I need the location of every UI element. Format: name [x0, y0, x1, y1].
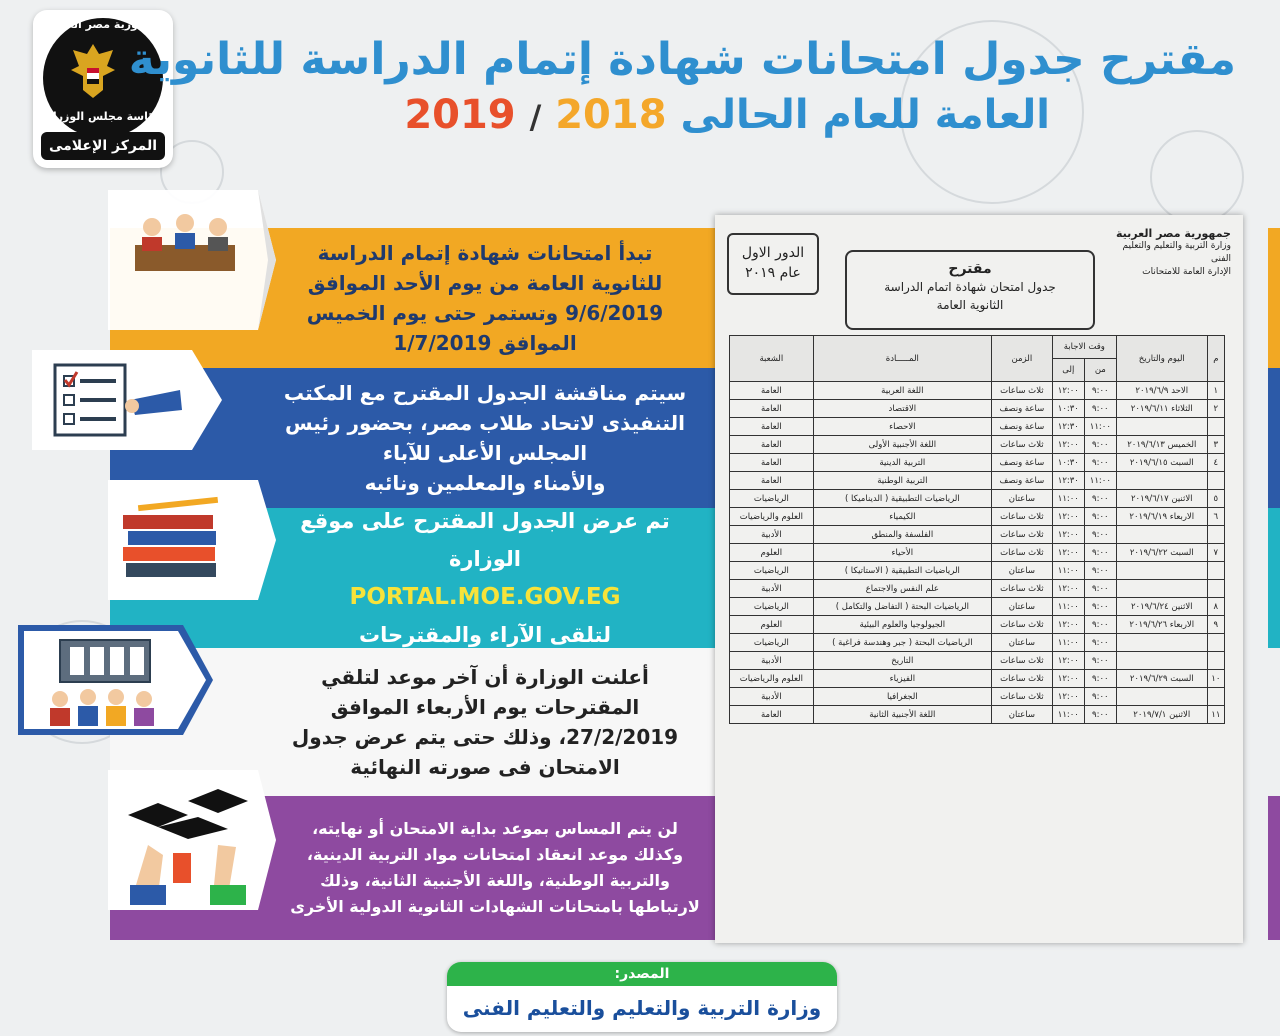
- doc-ministry-header: [1111, 227, 1231, 279]
- audience-icon: [40, 635, 170, 730]
- title-separator: /: [529, 98, 542, 136]
- col-header-duration: الزمن: [991, 336, 1052, 382]
- cell-duration: ساعتان: [991, 490, 1052, 508]
- cell-day: السبت ٢٠١٩/٦/٢٩: [1116, 670, 1207, 688]
- cell-branch: العامة: [730, 400, 814, 418]
- cell-index: ٢: [1207, 400, 1224, 418]
- cell-branch: العامة: [730, 382, 814, 400]
- cell-from: ٩:٠٠: [1084, 652, 1116, 670]
- cell-from: ٩:٠٠: [1084, 436, 1116, 454]
- cell-day: [1116, 526, 1207, 544]
- section-2-line-4: والأمناء والمعلمين ونائبه: [364, 471, 606, 495]
- cell-duration: ثلاث ساعات: [991, 652, 1052, 670]
- cell-duration: ثلاث ساعات: [991, 544, 1052, 562]
- cell-index: ٧: [1207, 544, 1224, 562]
- table-row: [730, 508, 1225, 526]
- cell-to: ١٢:٠٠: [1052, 670, 1084, 688]
- doc-header-line-1: جمهورية مصر العربية: [1116, 227, 1231, 240]
- cell-day: [1116, 652, 1207, 670]
- cell-duration: ساعتان: [991, 706, 1052, 724]
- section-4-line-3: 27/2/2019، وذلك حتى يتم عرض جدول: [291, 725, 679, 749]
- page-title-line2: [404, 92, 1050, 138]
- cell-index: ٩: [1207, 616, 1224, 634]
- cell-index: ١١: [1207, 706, 1224, 724]
- cell-duration: ثلاث ساعات: [991, 670, 1052, 688]
- cell-from: ٩:٠٠: [1084, 706, 1116, 724]
- cell-from: ٩:٠٠: [1084, 616, 1116, 634]
- section-4-line-4: الامتحان فى صورته النهائية: [350, 755, 620, 779]
- cell-to: ١١:٠٠: [1052, 562, 1084, 580]
- cell-day: [1116, 562, 1207, 580]
- cell-to: ١٢:٠٠: [1052, 526, 1084, 544]
- cell-from: ٩:٠٠: [1084, 400, 1116, 418]
- source-value: وزارة التربية والتعليم والتعليم الفنى: [462, 996, 822, 1020]
- col-header-from: من: [1084, 359, 1116, 382]
- cell-duration: ثلاث ساعات: [991, 580, 1052, 598]
- cell-branch: الأدبية: [730, 688, 814, 706]
- table-row: [730, 580, 1225, 598]
- title-year-2018: 2018: [555, 92, 667, 138]
- table-row: [730, 490, 1225, 508]
- cell-branch: الرياضيات: [730, 490, 814, 508]
- cell-subject: الرياضيات التطبيقية ( الديناميكا ): [813, 490, 991, 508]
- cell-from: ١١:٠٠: [1084, 418, 1116, 436]
- table-row: [730, 562, 1225, 580]
- cell-from: ٩:٠٠: [1084, 634, 1116, 652]
- section-5-line-4: لارتباطها بامتحانات الشهادات الثانوية الدولية الأخرى: [290, 897, 700, 916]
- cell-branch: العامة: [730, 472, 814, 490]
- cell-branch: الأدبية: [730, 580, 814, 598]
- section-2-line-2: التنفيذى لاتحاد طلاب مصر، بحضور رئيس: [285, 411, 685, 435]
- right-strip-blue: [1268, 368, 1280, 508]
- table-row: [730, 634, 1225, 652]
- cell-duration: ساعة ونصف: [991, 472, 1052, 490]
- doc-title-box: [845, 250, 1095, 330]
- cell-to: ١٢:٠٠: [1052, 544, 1084, 562]
- cell-branch: العلوم والرياضيات: [730, 508, 814, 526]
- cell-index: [1207, 526, 1224, 544]
- checklist-icon: [50, 360, 190, 440]
- cell-index: [1207, 562, 1224, 580]
- cell-day: الاثنين ٢٠١٩/٦/٢٤: [1116, 598, 1207, 616]
- cell-subject: علم النفس والاجتماع: [813, 580, 991, 598]
- cell-branch: الأدبية: [730, 652, 814, 670]
- col-header-to: إلى: [1052, 359, 1084, 382]
- cell-subject: الجغرافيا: [813, 688, 991, 706]
- cell-from: ٩:٠٠: [1084, 670, 1116, 688]
- cell-duration: ثلاث ساعات: [991, 382, 1052, 400]
- cell-day: [1116, 418, 1207, 436]
- cell-day: [1116, 688, 1207, 706]
- logo-band: المركز الإعلامى: [41, 132, 165, 160]
- cell-to: ١٠:٣٠: [1052, 400, 1084, 418]
- cell-to: ١١:٠٠: [1052, 706, 1084, 724]
- logo-ring-top: جمهورية مصر العربية: [45, 18, 161, 31]
- cell-from: ٩:٠٠: [1084, 526, 1116, 544]
- cell-subject: التاريخ: [813, 652, 991, 670]
- table-row: [730, 670, 1225, 688]
- cell-branch: الرياضيات: [730, 598, 814, 616]
- table-row: [730, 688, 1225, 706]
- logo-ring-bottom: رئاسة مجلس الوزراء: [47, 110, 159, 123]
- cell-branch: العامة: [730, 436, 814, 454]
- doc-year-label: عام ٢٠١٩: [745, 265, 801, 281]
- col-header-index: م: [1207, 336, 1224, 382]
- right-strip-orange: [1268, 228, 1280, 368]
- cell-subject: الرياضيات البحتة ( التفاضل والتكامل ): [813, 598, 991, 616]
- cell-from: ٩:٠٠: [1084, 580, 1116, 598]
- cell-from: ٩:٠٠: [1084, 454, 1116, 472]
- doc-title-1: مقترح: [948, 261, 992, 277]
- cell-branch: العلوم والرياضيات: [730, 670, 814, 688]
- cell-duration: ساعة ونصف: [991, 418, 1052, 436]
- cell-duration: ثلاث ساعات: [991, 526, 1052, 544]
- cell-duration: ثلاث ساعات: [991, 616, 1052, 634]
- cell-branch: العلوم: [730, 616, 814, 634]
- cell-branch: العامة: [730, 454, 814, 472]
- table-row: [730, 436, 1225, 454]
- cell-index: ٦: [1207, 508, 1224, 526]
- books-icon: [118, 495, 228, 580]
- section-1-line-3: 9/6/2019 وتستمر حتى يوم الخميس: [306, 301, 664, 325]
- cell-to: ١١:٠٠: [1052, 634, 1084, 652]
- section-1-line-1: تبدأ امتحانات شهادة إتمام الدراسة: [317, 241, 653, 265]
- cell-duration: ثلاث ساعات: [991, 436, 1052, 454]
- cell-index: ٣: [1207, 436, 1224, 454]
- table-row: [730, 472, 1225, 490]
- cell-subject: اللغة الأجنبية الأولى: [813, 436, 991, 454]
- cell-index: ١٠: [1207, 670, 1224, 688]
- table-row: [730, 526, 1225, 544]
- source-box: [447, 962, 837, 1032]
- cell-index: [1207, 634, 1224, 652]
- table-row: [730, 382, 1225, 400]
- cell-duration: ساعتان: [991, 598, 1052, 616]
- title-words: العامة للعام الحالى: [680, 92, 1050, 138]
- cell-from: ٩:٠٠: [1084, 598, 1116, 616]
- cell-index: [1207, 688, 1224, 706]
- cell-from: ٩:٠٠: [1084, 544, 1116, 562]
- section-5-line-1: لن يتم المساس بموعد بداية الامتحان أو نهايته،: [312, 819, 678, 838]
- cell-duration: ساعتان: [991, 562, 1052, 580]
- doc-round-box: [727, 233, 819, 295]
- page-title-line1: مقترح جدول امتحانات شهادة إتمام الدراسة للثانوية: [128, 34, 1236, 85]
- cell-from: ٩:٠٠: [1084, 382, 1116, 400]
- cell-day: السبت ٢٠١٩/٦/١٥: [1116, 454, 1207, 472]
- cell-to: ١٢:٠٠: [1052, 508, 1084, 526]
- section-2-line-1: سيتم مناقشة الجدول المقترح مع المكتب: [283, 381, 687, 405]
- cell-day: [1116, 634, 1207, 652]
- cell-day: الاربعاء ٢٠١٩/٦/٢٦: [1116, 616, 1207, 634]
- cell-from: ٩:٠٠: [1084, 562, 1116, 580]
- doc-title-2: جدول امتحان شهادة اتمام الدراسة: [884, 280, 1056, 294]
- cell-day: الاثنين ٢٠١٩/٧/١: [1116, 706, 1207, 724]
- cell-to: ١٢:٠٠: [1052, 616, 1084, 634]
- exam-schedule-table: [729, 335, 1225, 724]
- cell-from: ٩:٠٠: [1084, 508, 1116, 526]
- section-1-line-2: للثانوية العامة من يوم الأحد الموافق: [307, 271, 663, 295]
- cell-to: ١١:٠٠: [1052, 598, 1084, 616]
- col-header-time: وقت الاجابة: [1052, 336, 1116, 359]
- cell-subject: الرياضيات التطبيقية ( الاستاتيكا ): [813, 562, 991, 580]
- cell-index: [1207, 652, 1224, 670]
- table-row: [730, 616, 1225, 634]
- cell-subject: الاحصاء: [813, 418, 991, 436]
- cell-branch: العامة: [730, 418, 814, 436]
- col-header-subject: المـــــادة: [813, 336, 991, 382]
- cell-day: الخميس ٢٠١٩/٦/١٣: [1116, 436, 1207, 454]
- cell-subject: الاقتصاد: [813, 400, 991, 418]
- cell-from: ١١:٠٠: [1084, 472, 1116, 490]
- cell-duration: ثلاث ساعات: [991, 508, 1052, 526]
- source-label: المصدر:: [447, 962, 837, 986]
- cell-subject: الأحياء: [813, 544, 991, 562]
- cell-to: ١٢:٠٠: [1052, 580, 1084, 598]
- cell-to: ١٢:٣٠: [1052, 418, 1084, 436]
- cell-to: ١١:٠٠: [1052, 490, 1084, 508]
- cell-to: ١٢:٠٠: [1052, 688, 1084, 706]
- col-header-branch: الشعبة: [730, 336, 814, 382]
- cell-to: ١٢:٠٠: [1052, 652, 1084, 670]
- section-2-line-3: المجلس الأعلى للآباء: [382, 441, 588, 465]
- cell-subject: الرياضيات البحتة ( جبر وهندسة فراغية ): [813, 634, 991, 652]
- cell-day: [1116, 580, 1207, 598]
- section-3-line-3: لتلقى الآراء والمقترحات: [359, 623, 611, 647]
- section-5-line-3: والتربية الوطنية، واللغة الأجنبية الثانية، وذلك: [320, 871, 670, 890]
- table-row: [730, 400, 1225, 418]
- cell-day: الاثنين ٢٠١٩/٦/١٧: [1116, 490, 1207, 508]
- cell-day: الاربعاء ٢٠١٩/٦/١٩: [1116, 508, 1207, 526]
- doc-header-line-2: وزارة التربية والتعليم والتعليم الفنى: [1122, 241, 1231, 264]
- cell-branch: العامة: [730, 706, 814, 724]
- cell-from: ٩:٠٠: [1084, 490, 1116, 508]
- table-row: [730, 598, 1225, 616]
- section-3-line-1: تم عرض الجدول المقترح على موقع الوزارة: [300, 509, 670, 571]
- table-row: [730, 544, 1225, 562]
- cell-to: ١٠:٣٠: [1052, 454, 1084, 472]
- cell-day: السبت ٢٠١٩/٦/٢٢: [1116, 544, 1207, 562]
- doc-round-label: الدور الاول: [741, 245, 805, 261]
- cell-day: الثلاثاء ٢٠١٩/٦/١١: [1116, 400, 1207, 418]
- section-4-line-2: المقترحات يوم الأربعاء الموافق: [330, 695, 640, 719]
- cell-subject: الجيولوجيا والعلوم البيئية: [813, 616, 991, 634]
- graduation-caps-icon: [118, 775, 258, 905]
- cell-branch: الرياضيات: [730, 634, 814, 652]
- cell-index: [1207, 472, 1224, 490]
- cell-from: ٩:٠٠: [1084, 688, 1116, 706]
- title-year-2019: 2019: [404, 92, 516, 138]
- cell-duration: ساعة ونصف: [991, 400, 1052, 418]
- cell-to: ١٢:٠٠: [1052, 382, 1084, 400]
- table-row: [730, 454, 1225, 472]
- eagle-emblem-icon: [69, 40, 117, 102]
- cell-to: ١٢:٣٠: [1052, 472, 1084, 490]
- cell-index: ٥: [1207, 490, 1224, 508]
- table-row: [730, 706, 1225, 724]
- cell-index: [1207, 580, 1224, 598]
- cell-duration: ساعة ونصف: [991, 454, 1052, 472]
- cell-index: [1207, 418, 1224, 436]
- cell-subject: الكيمياء: [813, 508, 991, 526]
- right-strip-purple: [1268, 796, 1280, 940]
- cell-subject: الفيزياء: [813, 670, 991, 688]
- cell-index: ٨: [1207, 598, 1224, 616]
- table-row: [730, 418, 1225, 436]
- cell-to: ١٢:٠٠: [1052, 436, 1084, 454]
- cell-branch: الأدبية: [730, 526, 814, 544]
- cell-duration: ساعتان: [991, 634, 1052, 652]
- cell-subject: اللغة العربية: [813, 382, 991, 400]
- cell-subject: اللغة الأجنبية الثانية: [813, 706, 991, 724]
- section-1-line-4: الموافق 1/7/2019: [393, 331, 577, 355]
- col-header-day: اليوم والتاريخ: [1116, 336, 1207, 382]
- cell-index: ٤: [1207, 454, 1224, 472]
- cell-branch: العلوم: [730, 544, 814, 562]
- cell-subject: التربية الوطنية: [813, 472, 991, 490]
- right-strip-cyan: [1268, 508, 1280, 648]
- table-row: [730, 652, 1225, 670]
- doc-title-3: الثانوية العامة: [936, 298, 1004, 312]
- cell-subject: الفلسفة والمنطق: [813, 526, 991, 544]
- cell-branch: الرياضيات: [730, 562, 814, 580]
- cell-day: [1116, 472, 1207, 490]
- section-3-website-link[interactable]: PORTAL.MOE.GOV.EG: [349, 584, 621, 610]
- students-icon: [130, 205, 240, 275]
- cell-index: ١: [1207, 382, 1224, 400]
- cell-day: الاحد ٢٠١٩/٦/٩: [1116, 382, 1207, 400]
- cell-subject: التربية الدينية: [813, 454, 991, 472]
- cell-duration: ثلاث ساعات: [991, 688, 1052, 706]
- exam-schedule-document: [715, 215, 1243, 943]
- section-4-line-1: أعلنت الوزارة أن آخر موعد لتلقي: [321, 665, 649, 689]
- doc-header-line-3: الإدارة العامة للامتحانات: [1142, 267, 1231, 277]
- section-5-line-2: وكذلك موعد انعقاد امتحانات مواد التربية الدينية،: [306, 845, 684, 864]
